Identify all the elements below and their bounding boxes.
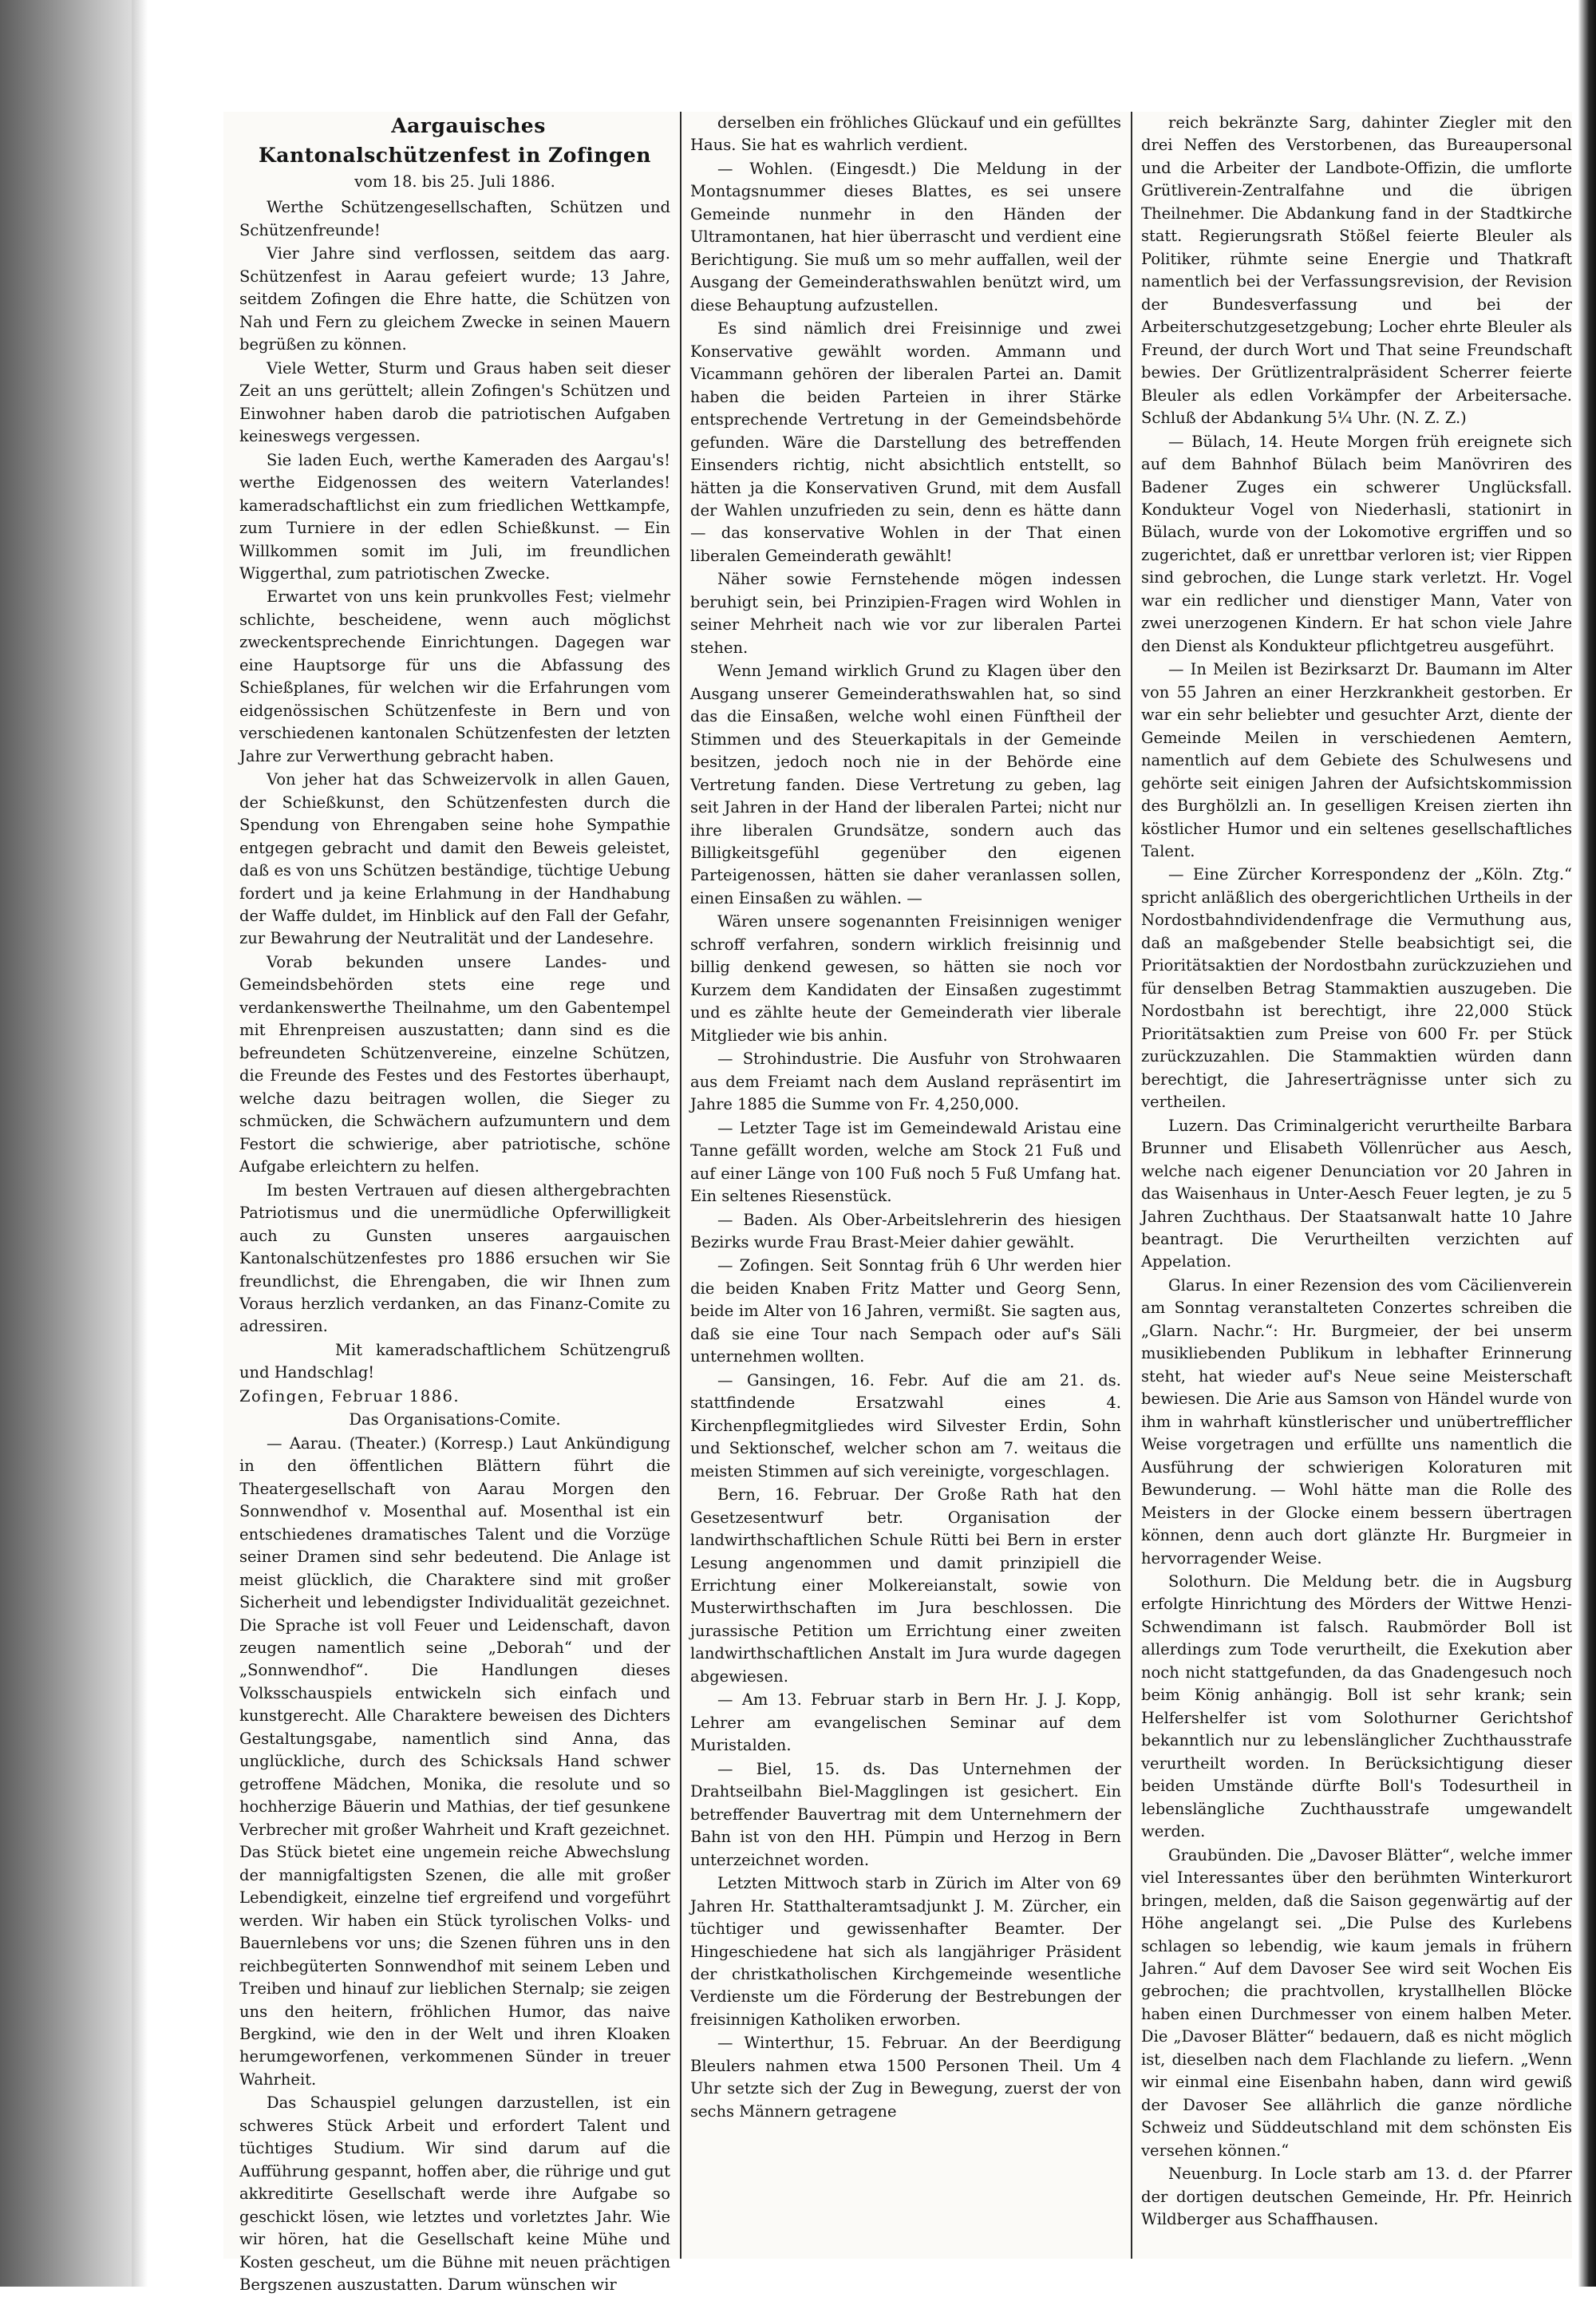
article-signature: Das Organisations-Comite. [349, 1410, 561, 1429]
article-paragraph: — Am 13. Februar starb in Bern Hr. J. J. Kopp, Lehrer am evangelischen Seminar auf dem Muristalden. [690, 1690, 1121, 1755]
page-right-edge [1578, 0, 1596, 2287]
article-paragraph: — Baden. Als Ober-Arbeitslehrerin des hiesigen Bezirks wurde Frau Brast-Meier dahier gewählt. [690, 1210, 1121, 1251]
article-paragraph: — Zofingen. Seit Sonntag früh 6 Uhr werden hier die beiden Knaben Fritz Matter und Georg Senn, beide im Alter von 16 Jahren, vermißt. Sie sagten aus, daß sie eine Tour nach Sempach oder auf's Säli unternehmen wollten. [690, 1256, 1121, 1366]
article-subtitle: vom 18. bis 25. Juli 1886. [354, 172, 555, 191]
article-paragraph: Solothurn. Die Meldung betr. die in Augsburg erfolgte Hinrichtung des Mörders der Wittwe Henzi-Schwendimann ist falsch. Raubmörder Boll ist allerdings zum Tode verurtheilt, die Exekution aber noch nicht stattgefunden, da das Gnadengesuch noch beim König anhängig. Boll ist sehr krank; sein Helfershelfer ist vom Solothurner Gerichtshof bekanntlich nur zu lebenslänglicher Zuchthausstrafe verurtheilt worden. In Berücksichtigung dieser beiden Umstände dürfte Boll's Todesurtheil in lebenslängliche Zuchthausstrafe umgewandelt werden. [1141, 1572, 1572, 1841]
article-paragraph: — Bülach, 14. Heute Morgen früh ereignete sich auf dem Bahnhof Bülach beim Manövriren des Badener Zuges ein schwerer Unglücksfall. Kondukteur Vogel von Niederhasli, stationirt in Bülach, wurde von der Lokomotive ergriffen und so zugerichtet, daß er unrettbar verloren ist; vier Rippen sind gebrochen, die Lunge stark verletzt. Hr. Vogel war ein redlicher und dienstiger Mann, Vater von zwei unerzogenen Kindern. Er hat schon viele Jahre den Dienst als Kondukteur pflichtgetreu ausgeführt. [1141, 432, 1572, 655]
news-items [239, 1433, 670, 2297]
article-paragraph: Wenn Jemand wirklich Grund zu Klagen über den Ausgang unserer Gemeinderathswahlen hat, so sind das die Einsaßen, welche wohl einen Fünftheil der Stimmen und des Steuerkapitals in der Gemeinde besitzen, jedoch noch nie in der Behörde eine Vertretung fanden. Diese Vertretung zu geben, lag seit Jahren in der Hand der liberalen Partei; nicht nur ihre liberalen Grundsätze, sondern auch das Billigkeitsgefühl gegenüber den eigenen Parteigenossen, hätten sie daher veranlassen sollen, einen Einsaßen zu wählen. — [690, 662, 1121, 907]
article-paragraph: — Letzter Tage ist im Gemeindewald Aristau eine Tanne gefällt worden, welche am Stock 21 Fuß und auf einer Länge von 100 Fuß noch 5 Fuß Umfang hat. Ein seltenes Riesenstück. [690, 1118, 1121, 1206]
article-paragraph: Werthe Schützengesellschaften, Schützen und Schützenfreunde! [239, 198, 670, 239]
binding-edge [132, 0, 148, 2287]
column-3 [1141, 112, 1572, 2259]
article-paragraph: — Gansingen, 16. Febr. Auf die am 21. ds. stattfindende Ersatzwahl eines 4. Kirchenpflegmitgliedes wird Silvester Erdin, Sohn und Sektionschef, welcher schon am 7. weitaus die meisten Stimmen auf sich vereinigte, vorgeschlagen. [690, 1370, 1121, 1481]
article-paragraph: — In Meilen ist Bezirksarzt Dr. Baumann im Alter von 55 Jahren an einer Herzkrankheit gestorben. Er war ein sehr beliebter und gesuchter Arzt, diente der Gemeinde Meilen in verschiedenen Aemtern, namentlich auf dem Gebiete des Schulwesens und gehörte seit einigen Jahren der Aufsichtskommission des Burghölzli an. In geselligen Kreisen zierten ihn köstlicher Humor und ein seltenes gesellschaftliches Talent. [1141, 660, 1572, 860]
article-paragraph: — Strohindustrie. Die Ausfuhr von Strohwaaren aus dem Freiamt nach dem Ausland repräsentirt im Jahre 1885 die Summe von Fr. 4,250,000. [690, 1050, 1121, 1114]
article-place-date: Zofingen, Februar 1886. [239, 1386, 460, 1405]
article-paragraph: Im besten Vertrauen auf diesen althergebrachten Patriotismus und die unermüdliche Opferwilligkeit auch zu Gunsten unseres aargauischen Kantonalschützenfestes pro 1886 ersuchen wir Sie freundlichst, die Ehrengaben, die wir Ihnen zum Voraus herzlich verdanken, an das Finanz-Comite zu adressiren. [239, 1180, 670, 1336]
article-paragraph: Viele Wetter, Sturm und Graus haben seit dieser Zeit an uns gerüttelt; allein Zofingen's Schützen und Einwohner haben darob die patriotischen Aufgaben keineswegs vergessen. [239, 358, 670, 446]
article-paragraph: Glarus. In einer Rezension des vom Cäcilienverein am Sonntag veranstalteten Conzertes schreiben die „Glarn. Nachr.“: Hr. Burgmeier, der bei unserm musikliebenden Publikum in lebhafter Erinnerung steht, hat wieder auf's Neue seine Meisterschaft bewiesen. Die Arie aus Samson von Händel wurde von ihm in wahrhaft künstlerischer und unübertrefflicher Weise vorgetragen und erfüllte uns namentlich die Ausführung der schwierigen Koloraturen mit Bewunderung. — Wohl hätte man die Rolle des Meisters in der Glocke einem bessern übertragen können, denn auch dort glänzte Hr. Burgmeier in hervorragender Weise. [1141, 1275, 1572, 1568]
article-paragraph: Luzern. Das Criminalgericht verurtheilte Barbara Brunner und Elisabeth Völlenrücher aus Aesch, welche nach eigener Denunciation vor 20 Jahren in das Waisenhaus in Unter-Aesch Feuer legten, je zu 5 Jahren Zuchthaus. Der Staatsanwalt hatte 10 Jahre beantragt. Die Verurtheilten verzichten auf Appelation. [1141, 1116, 1572, 1271]
article-paragraph: Graubünden. Die „Davoser Blätter“, welche immer viel Interessantes über den berühmten Winterkurort bringen, melden, daß die Saison gegenwärtig auf der Höhe angelangt sei. „Die Pulse des Kurlebens schlagen so lebendig, wie kaum jemals in frühern Jahren.“ Auf dem Davoser See wird seit Wochen Eis gebrochen; die prachtvollen, krystallhellen Blöcke haben einen Durchmesser von einem halben Meter. Die „Davoser Blätter“ bedauern, daß es nicht möglich ist, dieselben nach dem Flachlande zu liefern. „Wenn wir einmal eine Eisenbahn haben, dann wird gewiß der Davoser See allährlich die ganze nördliche Schweiz und Süddeutschland mit dem schönsten Eis versehen können.“ [1141, 1845, 1572, 2160]
article-paragraph: Wären unsere sogenannten Freisinnigen weniger schroff verfahren, sondern wirklich freisinnig und billig denkend gewesen, so hätten sie noch vor Kurzem dem Kandidaten der Einsaßen zugestimmt und es zählte heute der Gemeinderath vier liberale Mitglieder wie bis anhin. [690, 912, 1121, 1045]
article-paragraph: Das Schauspiel gelungen darzustellen, ist ein schweres Stück Arbeit und erfordert Talent und tüchtiges Studium. Wir sind darum auf die Aufführung gespannt, hoffen aber, die rührige und gut akkreditirte Gesellschaft werde ihre Aufgabe so geschickt lösen, wie letztes und vorletztes Jahr. Wie wir hören, hat die Gesellschaft keine Mühe und Kosten gescheut, um die Bühne mit neuen prächtigen Bergszenen auszustatten. Darum wünschen wir [239, 2093, 670, 2295]
article-paragraph: derselben ein fröhliches Glückauf und ein gefülltes Haus. Sie hat es wahrlich verdient. [690, 113, 1121, 155]
article-paragraph: reich bekränzte Sarg, dahinter Ziegler mit den drei Neffen des Verstorbenen, das Bureaupersonal und die Arbeiter der Landbote-Offizin, die umflorte Grütliverein-Zentralfahne und die übrigen Theilnehmer. Die Abdankung fand in der Stadtkirche statt. Regierungsrath Stößel feierte Bleuler als Politiker, rühmte seine Energie und Thatkraft namentlich bei der Verfassungsrevision, der Revision der Bundesverfassung und bei der Arbeiterschutzgesetzgebung; Locher ehrte Bleuler als Freund, der durch Wort und That seine Freundschaft bewies. Der Grütlizentralpräsident Scherrer feierte Bleuler als edlen Vorkämpfer der Arbeitersache. Schluß der Abdankung 5¼ Uhr. (N. Z. Z.) [1141, 113, 1572, 428]
article-paragraph: — Biel, 15. ds. Das Unternehmen der Drahtseilbahn Biel-Magglingen ist gesichert. Ein betreffender Bauvertrag mit dem Unternehmern der Bahn ist von den HH. Pümpin und Herzog in Bern unterzeichnet worden. [690, 1759, 1121, 1869]
article-paragraph: Vier Jahre sind verflossen, seitdem das aarg. Schützenfest in Aarau gefeiert wurde; 13 Jahre, seitdem Zofingen die Ehre hatte, die Schützen von Nah und Fern zu gleichem Zwecke in seinen Mauern begrüßen zu können. [239, 244, 670, 354]
newspaper-page [223, 112, 1572, 2295]
book-binding-shadow [0, 0, 132, 2287]
article-paragraph: Bern, 16. Februar. Der Große Rath hat den Gesetzesentwurf betr. Organisation der landwirthschaftlichen Schule Rütti bei Bern in erster Lesung angenommen und damit prinzipiell die Errichtung einer Molkereianstalt, sowie von Musterwirthschaften im Jura beschlossen. Die jurassische Petition um Errichtung einer zweiten landwirthschaftlichen Anstalt im Jura wurde dagegen abgewiesen. [690, 1485, 1121, 1686]
article-paragraph: Neuenburg. In Locle starb am 13. d. der Pfarrer der dortigen deutschen Gemeinde, Hr. Pfr. Heinrich Wildberger aus Schaffhausen. [1141, 2165, 1572, 2229]
article-paragraph: — Winterthur, 15. Februar. An der Beerdigung Bleulers nahmen etwa 1500 Personen Theil. Um 4 Uhr setzte sich der Zug in Bewegung, zuerst der von sechs Männern getragene [690, 2034, 1121, 2121]
column-2 [690, 112, 1121, 2259]
column-rule [1131, 112, 1132, 2259]
column-1 [239, 112, 670, 2295]
article-paragraph: Von jeher hat das Schweizervolk in allen Gauen, der Schießkunst, den Schützenfesten durch die Spendung von Ehrengaben seine hohe Sympathie entgegen gebracht und damit den Beweis geleistet, daß es von uns Schützen beständige, tüchtige Uebung fordert und ja keine Erlahmung in der Handhabung der Waffe duldet, im Hinblick auf den Fall der Gefahr, zur Bewahrung der Neutralität und der Landesehre. [239, 770, 670, 948]
article-paragraph: — Wohlen. (Eingesdt.) Die Meldung in der Montagsnummer dieses Blattes, es sei unsere Gemeinde nunmehr in den Händen der Ultramontanen, hat hier überrascht und verdient eine Berichtigung. Sie muß um so mehr auffallen, weil der Ausgang der Gemeinderathswahlen benützt wird, um diese Behauptung aufzustellen. [690, 159, 1121, 314]
article-paragraph: — Aarau. (Theater.) (Korresp.) Laut Ankündigung in den öffentlichen Blättern führt die Theatergesellschaft von Aarau Morgen den Sonnwendhof v. Mosenthal auf. Mosenthal ist ein entschiedenes dramatisches Talent und die Vorzüge seiner Dramen sind sehr bedeutend. Die Anlage ist meist glücklich, die Charaktere sind mit großer Sicherheit und lebendigster Individualität gezeichnet. Die Sprache ist voll Feuer und Leidenschaft, davon zeugen namentlich seine „Deborah“ und der „Sonnwendhof“. Die Handlungen dieses Volksschauspiels entwickeln sich einfach und kunstgerecht. Alle Charaktere beweisen des Dichters Gestaltungsgabe, namentlich sind Anna, das unglückliche, durch des Schicksals Hand schwer getroffene Mädchen, Monika, die resolute und so hochherzige Bäuerin und Mathias, der tief gesunkene Verbrecher mit großer Wahrheit und Kraft gezeichnet. Das Stück bietet eine ungemein reiche Abwechslung der mannigfaltigsten Szenen, die alle mit großer Lebendigkeit, einzelne tief ergreifend und vorgeführt werden. Wir haben ein Stück tyrolischen Volks- und Bauernlebens vor uns; die Szenen führen uns in den reichbegüterten Sonnwendhof mit seinem Leben und Treiben und hinauf zur lieblichen Sternalp; sie zeigen uns den heitern, fröhlichen Humor, das naive Bergkind, wie den in der Welt und ihren Kloaken herumgeworfenen, verkommenen Sünder in treuer Wahrheit. [239, 1433, 670, 2089]
article-paragraph: Letzten Mittwoch starb in Zürich im Alter von 69 Jahren Hr. Statthalteramtsadjunkt J. M. Zürcher, ein tüchtiger und gewissenhafter Beamter. Der Hingeschiedene hat sich als langjähriger Präsident der christkatholischen Kirchgemeinde wesentliche Verdienste um die Förderung der Bestrebungen der freisinnigen Katholiken erworben. [690, 1874, 1121, 2029]
article-paragraph: Es sind nämlich drei Freisinnige und zwei Konservative gewählt worden. Ammann und Vicammann gehören der liberalen Partei an. Damit haben die beiden Parteien in ihrer Stärke entsprechende Vertretung in der Gemeindsbehörde gefunden. Wäre die Darstellung des betreffenden Einsenders richtig, nicht absichtlich entstellt, so hätten ja die Konservativen Grund, mit dem Ausfall der Wahlen unzufrieden zu sein, denn es hätte dann — das konservative Wohlen in der That einen liberalen Gemeinderath gewählt! [690, 319, 1121, 565]
article-title: Aargauisches Kantonalschützenfest in Zofingen [259, 114, 651, 167]
article-paragraph: Vorab bekunden unsere Landes- und Gemeindsbehörden stets eine rege und verdankenswerthe Theilnahme, um den Gabentempel mit Ehrenpreisen auszustatten; dann sind es die befreundeten Schützenvereine, einzelne Schützen, die Freunde des Festes und des Festortes überhaupt, welche dazu beitragen wollen, die Sieger zu schmücken, die Schwächern aufzumuntern und dem Festort die schwierige, aber patriotische, schöne Aufgabe erleichtern zu helfen. [239, 952, 670, 1176]
column-rule [680, 112, 681, 2259]
article-paragraph: Erwartet von uns kein prunkvolles Fest; vielmehr schlichte, bescheidene, wenn auch möglichst zweckentsprechende Einrichtungen. Dagegen war eine Hauptsorge für uns die Abfassung des Schießplanes, für welchen wir die Erfahrungen vom eidgenössischen Schützenfeste in Bern und von verschiedenen kantonalen Schützenfesten der letzten Jahre zur Verwerthung gebracht haben. [239, 587, 670, 765]
article-paragraph: — Eine Zürcher Korrespondenz der „Köln. Ztg.“ spricht anläßlich des obergerichtlichen Urtheils in der Nordostbahndividendenfrage die Vermuthung aus, daß an maßgebender Stelle beabsichtigt sei, die Prioritätsaktien der Nordostbahn zurückzuziehen und für denselben Betrag Stammaktien auszugeben. Die Nordostbahn ist berechtigt, ihre 22,000 Stück Prioritätsaktien zum Preise von 600 Fr. per Stück zurückzuzahlen. Die Stammaktien würden dann berechtigt, die Jahreserträgnisse unter sich zu vertheilen. [1141, 865, 1572, 1112]
article-paragraph: Sie laden Euch, werthe Kameraden des Aargau's! werthe Eidgenossen des weitern Vaterlandes! kameradschaftlichst ein zum friedlichen Wettkampfe, zum Turniere in der edlen Schießkunst. — Ein Willkommen somit im Juli, im freundlichen Wiggerthal, zum patriotischen Zwecke. [239, 450, 670, 583]
article-body [239, 196, 670, 1384]
article-paragraph: Mit kameradschaftlichem Schützengruß und Handschlag! [239, 1340, 670, 1382]
article-paragraph: Näher sowie Fernstehende mögen indessen beruhigt sein, bei Prinzipien-Fragen wird Wohlen in seiner Mehrheit nach wie vor zur liberalen Partei stehen. [690, 570, 1121, 657]
